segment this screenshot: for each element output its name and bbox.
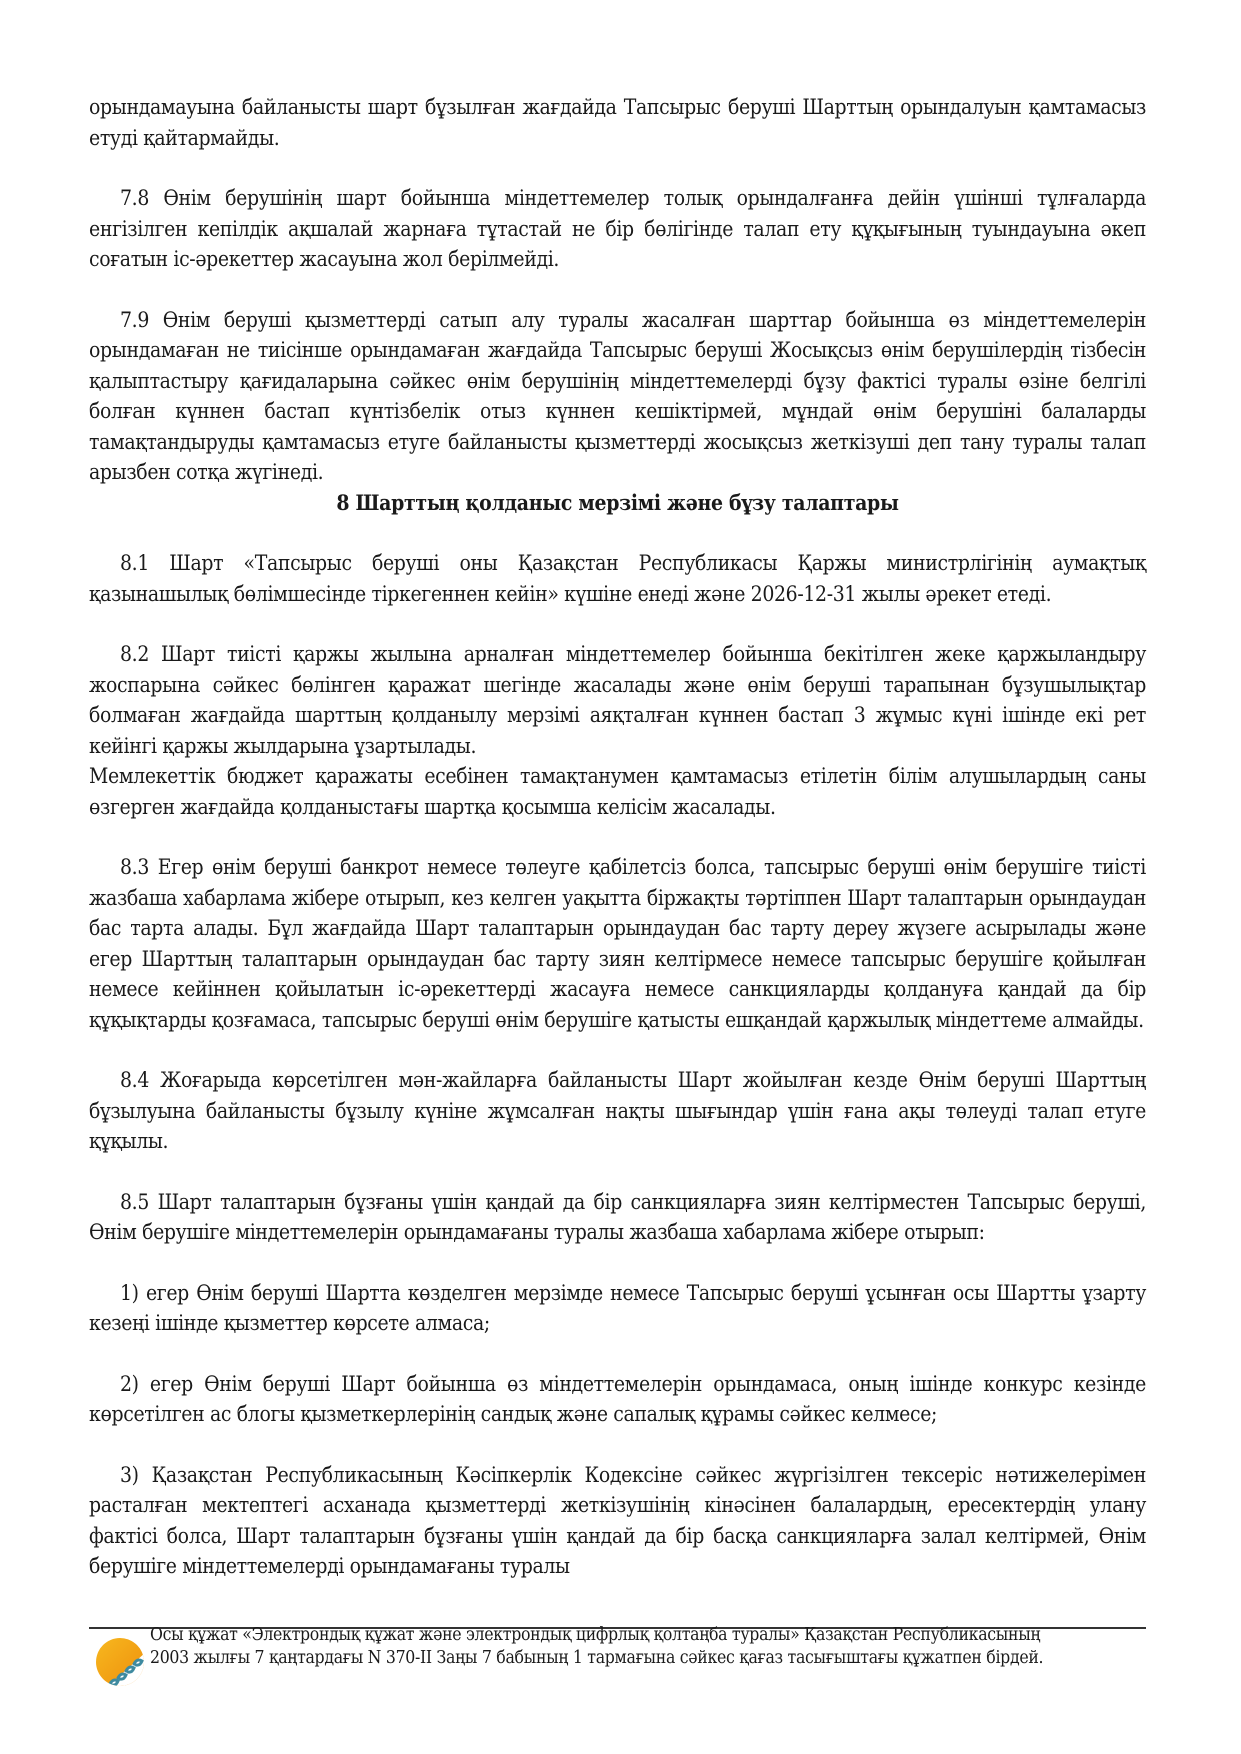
list-item-8-5-3: 3) Қазақстан Республикасының Кәсіпкерлік Кодексіне сәйкес жүргізілген тексеріс нәтижелерімен расталған мектептегі асханада қызметтерді жеткізушінің кінәсінен балалардың, ересектердің улану фактісі болса, Шарт талаптарын бұзғаны үшін қандай да бір басқа санкцияларға залал келтірмей, Өнім берушіге міндеттемелерді орындамағаны туралы bbox=[89, 1462, 1146, 1578]
paragraph-gap bbox=[89, 609, 1146, 639]
sun-ornament-logo-icon bbox=[94, 1634, 144, 1690]
paragraph-gap bbox=[89, 153, 1146, 183]
paragraph-gap bbox=[89, 518, 1146, 548]
paragraph-8-3: 8.3 Егер өнім беруші банкрот немесе төлеуге қабілетсіз болса, тапсырыс беруші өнім берушіге тиісті жазбаша хабарлама жібере отырып, кез келген уақытта біржақты тәртіппен Шарт талаптарын орындаудан бас тарта алады. Бұл жағдайда Шарт талаптарын орындаудан бас тарту дереу жүзеге асырылады және егер Шарттың талаптарын орындаудан бас тарту зиян келтірмесе немесе тапсырыс берушіге қойылған немесе кейіннен қойылатын іс-әрекеттерді жасауға немесе санкцияларды қолдануға қандай да бір құқықтарды қозғамаса, тапсырыс беруші өнім берушіге қатысты ешқандай қаржылық міндеттеме алмайды. bbox=[89, 855, 1146, 1032]
document-page bbox=[89, 92, 1146, 1582]
footer-legal-text: Осы құжат «Электрондық құжат және электрондық цифрлық қолтаңба туралы» Қазақстан Республикасының 2003 жылғы 7 қаңтардағы N 370-II Заңы 7 бабының 1 тармағына сәйкес қағаз тасығыштағы құжатпен бірдей. bbox=[150, 1625, 1044, 1668]
list-item-8-5-1: 1) егер Өнім беруші Шартта көзделген мерзімде немесе Тапсырыс беруші ұсынған осы Шартты ұзарту кезеңі ішінде қызметтер көрсете алмаса; bbox=[89, 1280, 1146, 1335]
paragraph-8-1: 8.1 Шарт «Тапсырыс беруші оны Қазақстан Республикасы Қаржы министрлігінің аумақтық қазынашылық бөлімшесінде тіркегеннен кейін» күшіне енеді және 2026-12-31 жылы әрекет етеді. bbox=[89, 551, 1146, 606]
paragraph-8-2-continuation: Мемлекеттік бюджет қаражаты есебінен тамақтанумен қамтамасыз етілетін білім алушылардың саны өзгерген жағдайда қолданыстағы шартқа қосымша келісім жасалады. bbox=[89, 764, 1146, 819]
paragraph-7-8: 7.8 Өнім берушінің шарт бойынша міндеттемелер толық орындалғанға дейін үшінші тұлғаларда енгізілген кепілдік ақшалай жарнаға тұтастай не бір бөлігінде талап ету құқығының туындауына әкеп соғатын іс-әрекеттер жасауына жол берілмейді. bbox=[89, 186, 1146, 271]
paragraph-8-4: 8.4 Жоғарыда көрсетілген мән-жайларға байланысты Шарт жойылған кезде Өнім беруші Шарттың бұзылуына байланысты бұзылу күніне жұмсалған нақты шығындар үшін ғана ақы төлеуді талап етуге құқылы. bbox=[89, 1068, 1146, 1153]
paragraph-gap bbox=[89, 1248, 1146, 1278]
footer-certification bbox=[92, 1624, 1072, 1708]
paragraph-gap bbox=[89, 1339, 1146, 1369]
paragraph-8-2: 8.2 Шарт тиісті қаржы жылына арналған міндеттемелер бойынша бекітілген жеке қаржыландыру жоспарына сәйкес бөлінген қаражат шегінде жасалады және өнім беруші тарапынан бұзушылықтар болмаған жағдайда шарттың қолданылу мерзімі аяқталған күннен бастап 3 жұмыс күні ішінде екі рет кейінгі қаржы жылдарына ұзартылады. bbox=[89, 642, 1146, 758]
paragraph-7-7-end: орындамауына байланысты шарт бұзылған жағдайда Тапсырыс беруші Шарттың орындалуын қамтамасыз етуді қайтармайды. bbox=[89, 95, 1146, 150]
paragraph-gap bbox=[89, 275, 1146, 305]
paragraph-7-9: 7.9 Өнім беруші қызметтерді сатып алу туралы жасалған шарттар бойынша өз міндеттемелерін орындамаған не тиісінше орындамаған жағдайда Тапсырыс беруші Жосықсыз өнім берушілердің тізбесін қалыптастыру қағидаларына сәйкес өнім берушінің міндеттемелерді бұзу фактісі туралы өзіне белгілі болған күннен бастап күнтізбелік отыз күннен кешіктірмей, мұндай өнім берушіні балаларды тамақтандыруды қамтамасыз етуге байланысты қызметтерді жосықсыз жеткізуші деп тану туралы талап арызбен сотқа жүгінеді. bbox=[89, 307, 1146, 484]
paragraph-8-5: 8.5 Шарт талаптарын бұзғаны үшін қандай да бір санкцияларға зиян келтірместен Тапсырыс беруші, Өнім берушіге міндеттемелерін орындамағаны туралы жазбаша хабарлама жібере отырып: bbox=[89, 1189, 1146, 1244]
paragraph-gap bbox=[89, 1430, 1146, 1460]
list-item-8-5-2: 2) егер Өнім беруші Шарт бойынша өз міндеттемелерін орындамаса, оның ішінде конкурс кезінде көрсетілген ас блогы қызметкерлерінің сандық және сапалық құрамы сәйкес келмесе; bbox=[89, 1371, 1146, 1426]
paragraph-gap bbox=[89, 822, 1146, 852]
paragraph-gap bbox=[89, 1157, 1146, 1187]
paragraph-gap bbox=[89, 1035, 1146, 1065]
section-heading-8: 8 Шарттың қолданыс мерзімі және бұзу талаптары bbox=[336, 489, 899, 515]
